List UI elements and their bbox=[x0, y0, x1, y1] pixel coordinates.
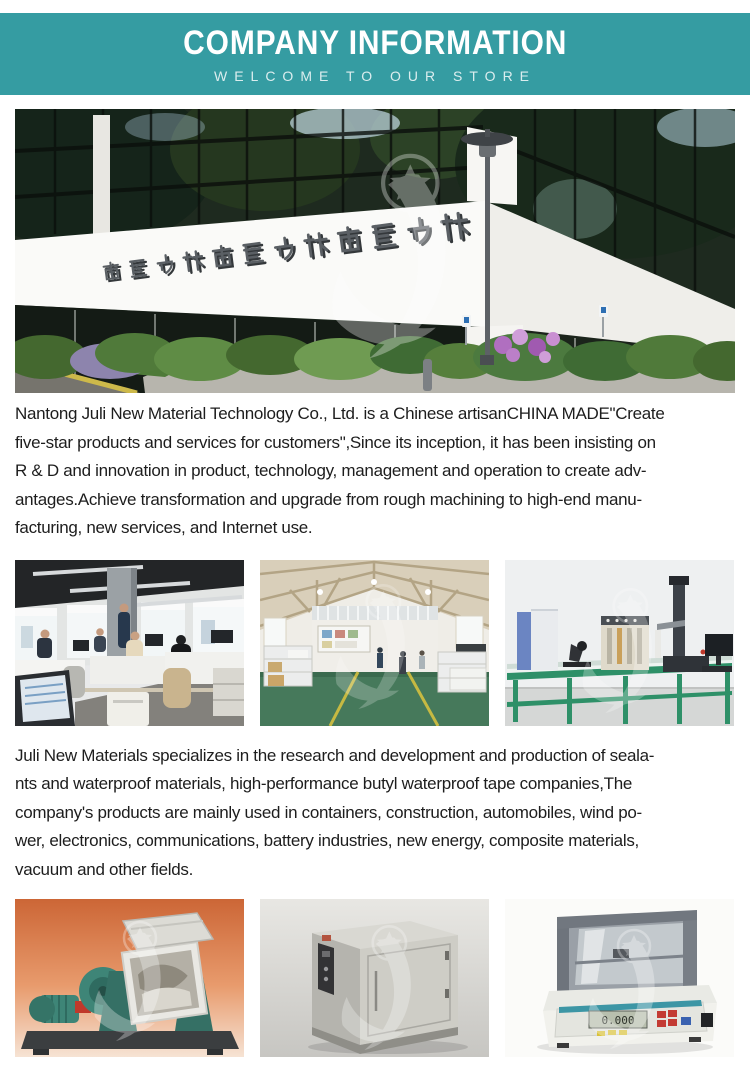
paragraph-line: company's products are mainly used in containers, construction, automobiles, wind po- bbox=[15, 802, 642, 822]
storage-racks bbox=[264, 646, 312, 686]
paragraph-line: facturing, new services, and Internet use. bbox=[15, 518, 313, 537]
kneader-mixer-machine-photo bbox=[15, 899, 244, 1057]
office-chair bbox=[163, 668, 191, 708]
company-description-paragraph-2 bbox=[15, 742, 735, 885]
paragraph-line: nts and waterproof materials, high-performance butyl waterproof tape companies,The bbox=[15, 774, 633, 793]
equipment-photo-row bbox=[15, 899, 735, 1057]
paragraph-line: Juli New Materials specializes in the research and development and production of seala- bbox=[15, 745, 655, 765]
electronic-densimeter-photo bbox=[505, 899, 734, 1057]
densimeter-lcd-value: 0.000 bbox=[601, 1014, 635, 1027]
laboratory-bench-photo bbox=[505, 560, 734, 726]
section-subtitle: WELCOME TO OUR STORE bbox=[213, 68, 537, 84]
section-title: COMPANY INFORMATION bbox=[182, 24, 568, 62]
top-white-strip bbox=[0, 0, 750, 13]
facility-photo-row bbox=[15, 560, 735, 726]
drying-oven-photo bbox=[260, 899, 489, 1057]
company-building-photo bbox=[15, 109, 735, 393]
lab-computer bbox=[702, 634, 733, 672]
paragraph-line: vacuum and other fields. bbox=[15, 859, 194, 879]
paragraph-line: antages.Achieve transformation and upgrade from rough machining to high-end manu- bbox=[15, 489, 642, 509]
lab-oven bbox=[517, 610, 558, 670]
office-interior-photo bbox=[15, 560, 244, 726]
paragraph-line: five-star products and services for customers",Since its inception, it has been insisting on bbox=[15, 432, 656, 452]
company-information-content bbox=[0, 109, 750, 1057]
bulletin-board bbox=[318, 626, 370, 652]
factory-warehouse-photo bbox=[260, 560, 489, 726]
mixer-bowl bbox=[122, 942, 207, 1024]
company-description-paragraph-1 bbox=[15, 400, 735, 543]
section-header-band bbox=[0, 13, 750, 95]
paragraph-line: Nantong Juli New Material Technology Co., Ltd. is a Chinese artisanCHINA MADE"Create bbox=[15, 404, 665, 423]
paragraph-line: wer, electronics, communications, battery industries, new energy, composite materials, bbox=[15, 831, 639, 850]
building-photo-scene bbox=[15, 109, 735, 393]
laptop bbox=[15, 670, 75, 726]
page-header bbox=[0, 0, 750, 95]
paragraph-line: R & D and innovation in product, technology, management and operation to create adv- bbox=[15, 461, 647, 480]
